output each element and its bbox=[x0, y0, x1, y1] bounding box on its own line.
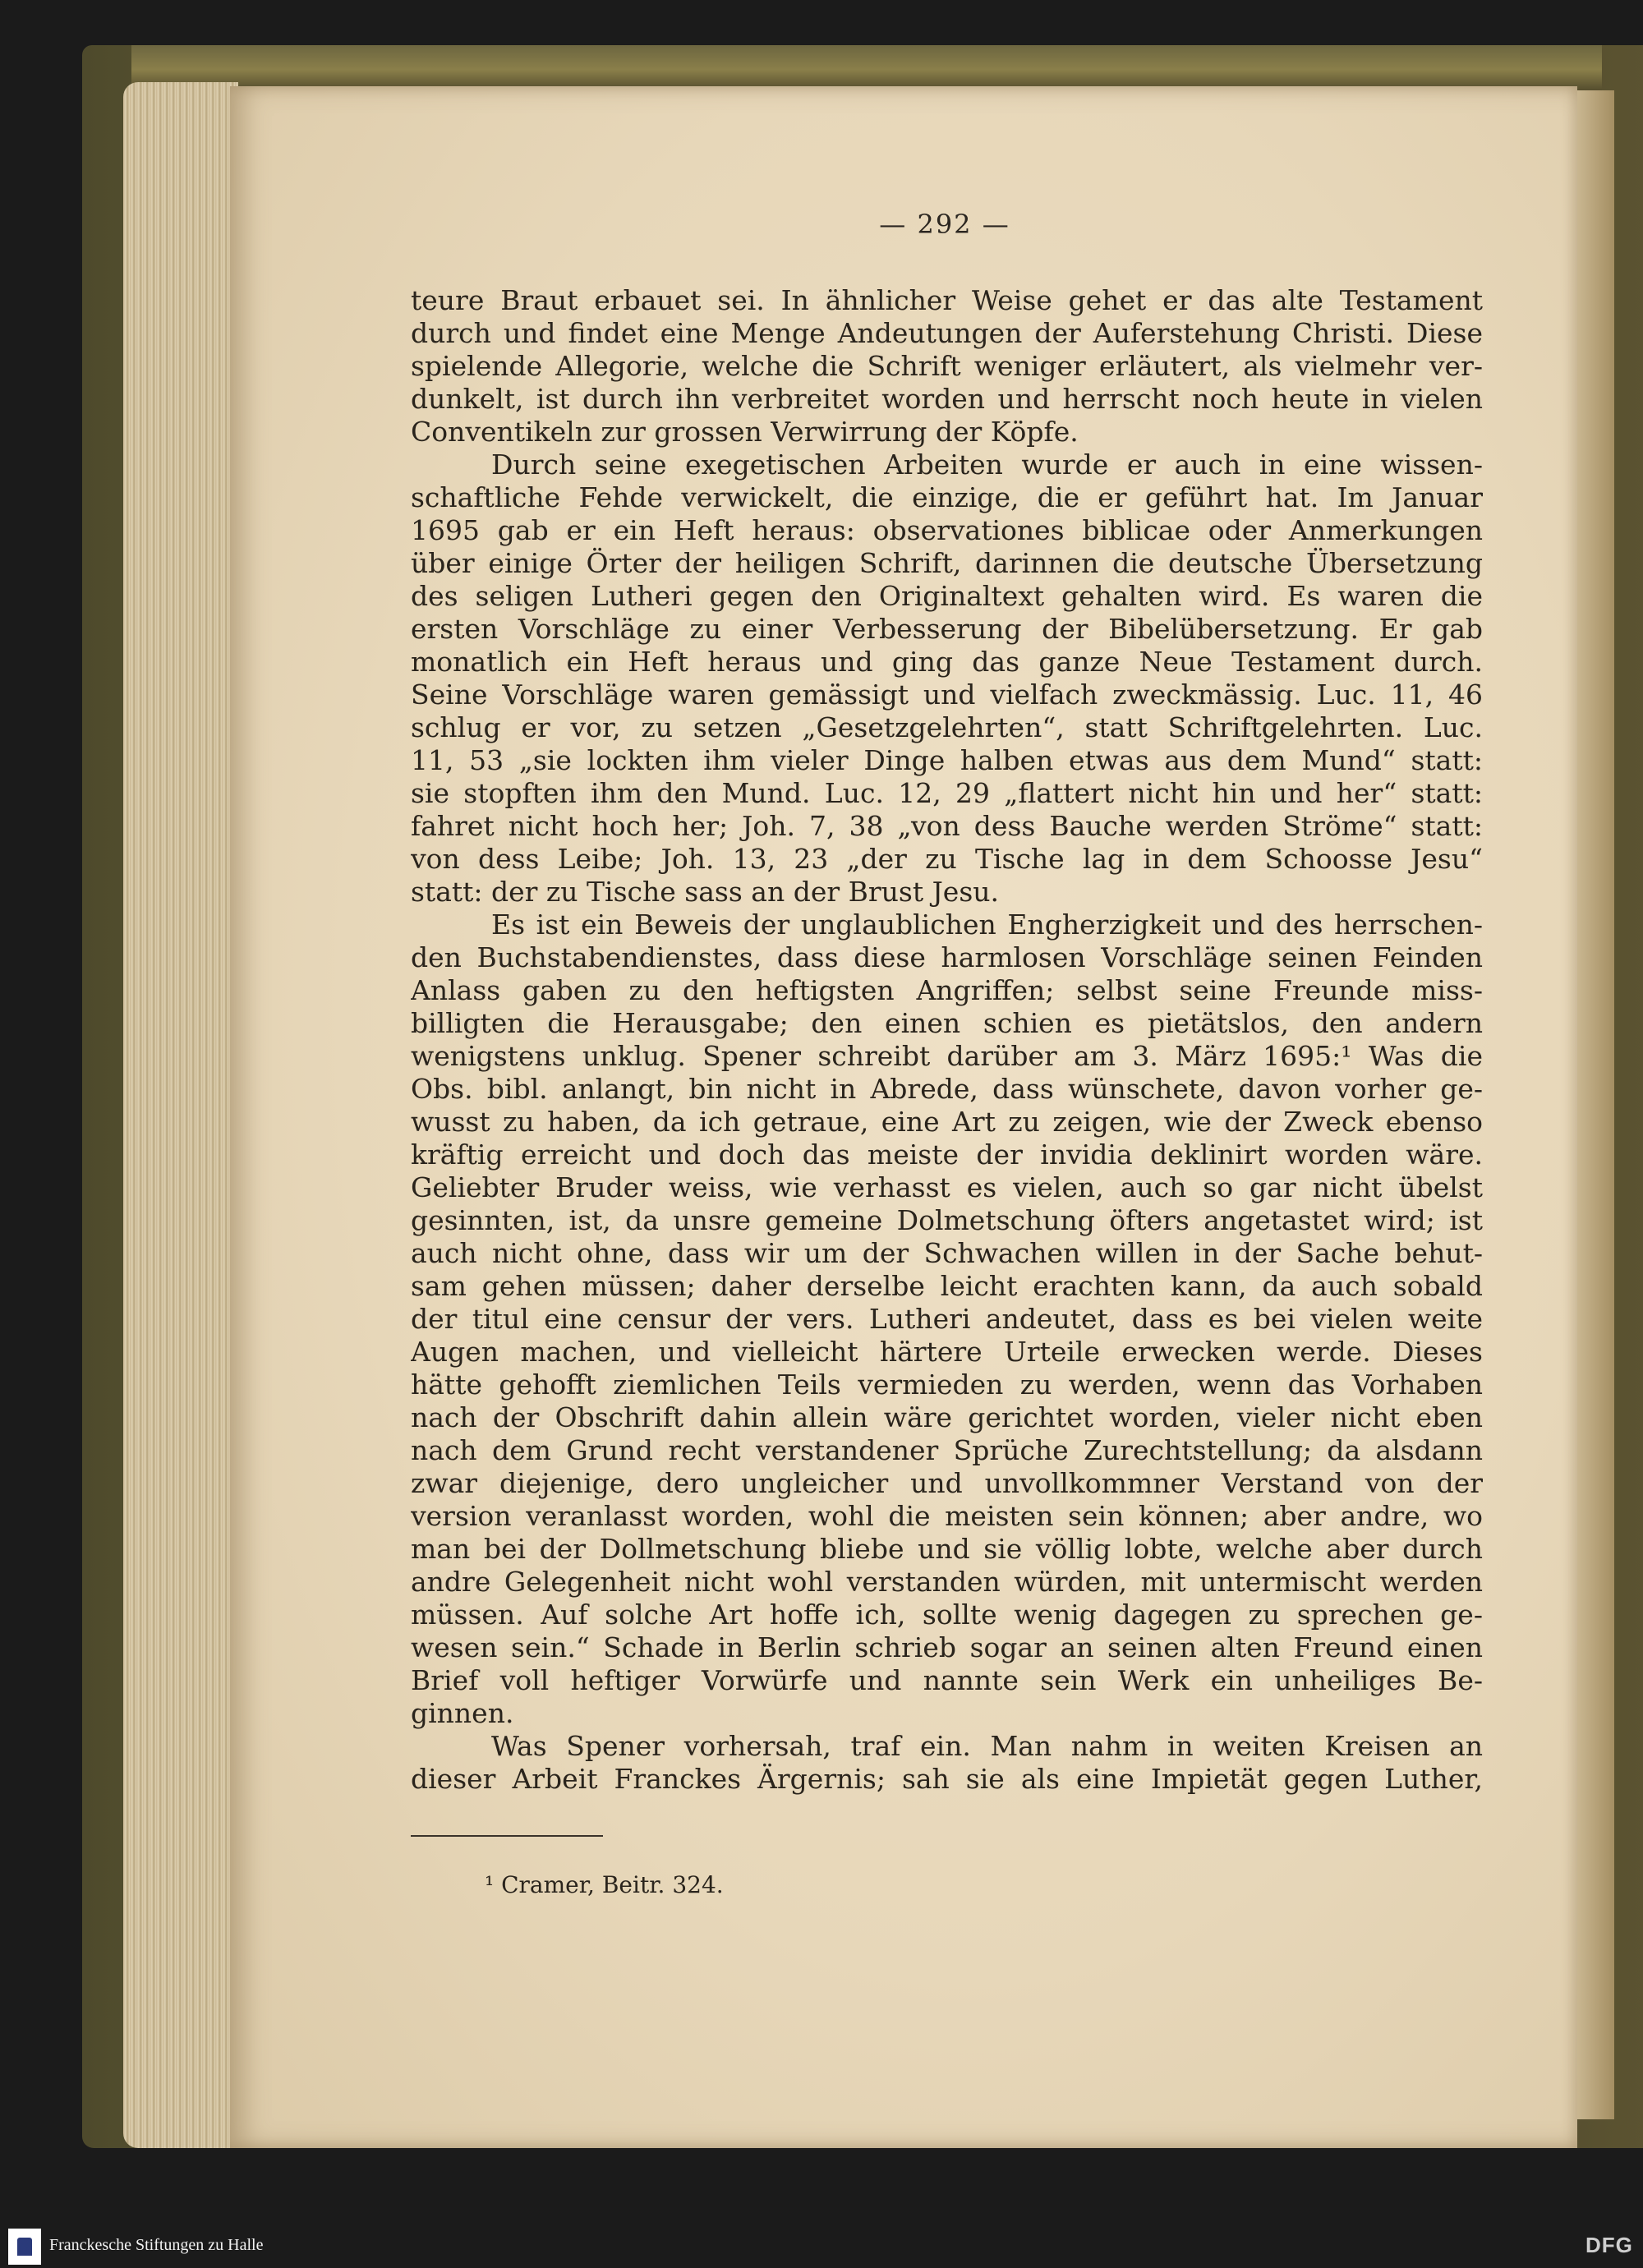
text-line: dunkelt, ist durch ihn verbreitet worden und herrscht noch heute in vielen bbox=[411, 383, 1483, 415]
text-line: billigten die Herausgabe; den einen schien es pietätslos, den andern bbox=[411, 1007, 1483, 1039]
text-line: sie stopften ihm den Mund. Luc. 12, 29 „flattert nicht hin und her“ statt: bbox=[411, 777, 1483, 809]
text-line: monatlich ein Heft heraus und ging das ganze Neue Testament durch. bbox=[411, 646, 1483, 678]
text-line: der titul eine censur der vers. Lutheri andeutet, dass es bei vielen weite bbox=[411, 1303, 1483, 1335]
body-text bbox=[411, 284, 1483, 1796]
text-line: auch nicht ohne, dass wir um der Schwachen willen in der Sache behut- bbox=[411, 1237, 1483, 1269]
text-line: 11, 53 „sie lockten ihm vieler Dinge halben etwas aus dem Mund“ statt: bbox=[411, 744, 1483, 776]
footnote: ¹ Cramer, Beitr. 324. bbox=[485, 1871, 724, 1898]
text-line: Anlass gaben zu den heftigsten Angriffen; selbst seine Freunde miss- bbox=[411, 974, 1483, 1006]
text-line: schaftliche Fehde verwickelt, die einzige, die er geführt hat. Im Januar bbox=[411, 481, 1483, 513]
text-line: wesen sein.“ Schade in Berlin schrieb sogar an seinen alten Freund einen bbox=[411, 1631, 1483, 1663]
text-line: Brief voll heftiger Vorwürfe und nannte sein Werk ein unheiliges Be- bbox=[411, 1664, 1483, 1696]
text-line: sam gehen müssen; daher derselbe leicht erachten kann, da auch sobald bbox=[411, 1270, 1483, 1302]
text-line: teure Braut erbauet sei. In ähnlicher Weise gehet er das alte Testament bbox=[411, 284, 1483, 316]
text-line: dieser Arbeit Franckes Ärgernis; sah sie als eine Impietät gegen Luther, bbox=[411, 1763, 1483, 1795]
text-line: müssen. Auf solche Art hoffe ich, sollte wenig dagegen zu sprechen ge- bbox=[411, 1599, 1483, 1631]
text-line: statt: der zu Tische sass an der Brust Jesu. bbox=[411, 876, 1000, 908]
text-line: Seine Vorschläge waren gemässigt und vielfach zweckmässig. Luc. 11, 46 bbox=[411, 679, 1483, 711]
text-line: hätte gehofft ziemlichen Teils vermieden zu werden, wenn das Vorhaben bbox=[411, 1369, 1483, 1401]
text-line: Obs. bibl. anlangt, bin nicht in Abrede, dass wünschete, davon vorher ge- bbox=[411, 1073, 1483, 1105]
text-line: durch und findet eine Menge Andeutungen der Auferstehung Christi. Diese bbox=[411, 317, 1483, 349]
text-line: wenigstens unklug. Spener schreibt darüber am 3. März 1695:¹ Was die bbox=[411, 1040, 1483, 1072]
page-number: — 292 — bbox=[879, 209, 1010, 240]
text-line: des seligen Lutheri gegen den Originaltext gehalten wird. Es waren die bbox=[411, 580, 1483, 612]
text-line: Geliebter Bruder weiss, wie verhasst es vielen, auch so gar nicht übelst bbox=[411, 1171, 1483, 1203]
text-line: Conventikeln zur grossen Verwirrung der Köpfe. bbox=[411, 416, 1079, 448]
institution-label[interactable]: Franckesche Stiftungen zu Halle bbox=[49, 2236, 264, 2254]
footnote-rule bbox=[411, 1835, 603, 1837]
text-line: Es ist ein Beweis der unglaublichen Engherzigkeit und des herrschen- bbox=[491, 909, 1483, 941]
francke-foundations-logo-icon[interactable] bbox=[8, 2229, 41, 2265]
text-line: spielende Allegorie, welche die Schrift weniger erläutert, als vielmehr ver- bbox=[411, 350, 1483, 382]
logo-mark bbox=[17, 2238, 32, 2256]
text-line: man bei der Dollmetschung bliebe und sie völlig lobte, welche aber durch bbox=[411, 1533, 1483, 1565]
text-line: wusst zu haben, da ich getraue, eine Art zu zeigen, wie der Zweck ebenso bbox=[411, 1106, 1483, 1138]
text-line: fahret nicht hoch her; Joh. 7, 38 „von dess Bauche werden Ströme“ statt: bbox=[411, 810, 1483, 842]
text-line: nach der Obschrift dahin allein wäre gerichtet worden, vieler nicht eben bbox=[411, 1401, 1483, 1433]
text-line: 1695 gab er ein Heft heraus: observationes biblicae oder Anmerkungen bbox=[411, 514, 1483, 546]
text-line: über einige Örter der heiligen Schrift, darinnen die deutsche Übersetzung bbox=[411, 547, 1483, 579]
text-line: von dess Leibe; Joh. 13, 23 „der zu Tische lag in dem Schoosse Jesu“ bbox=[411, 843, 1483, 875]
text-line: den Buchstabendienstes, dass diese harmlosen Vorschläge seinen Feinden bbox=[411, 941, 1483, 973]
text-line: ersten Vorschläge zu einer Verbesserung der Bibelübersetzung. Er gab bbox=[411, 613, 1483, 645]
text-line: Durch seine exegetischen Arbeiten wurde er auch in eine wissen- bbox=[491, 449, 1483, 481]
text-line: schlug er vor, zu setzen „Gesetzgelehrten“, statt Schriftgelehrten. Luc. bbox=[411, 711, 1483, 743]
text-line: kräftig erreicht und doch das meiste der invidia deklinirt worden wäre. bbox=[411, 1139, 1483, 1171]
text-line: Augen machen, und vielleicht härtere Urteile erwecken werde. Dieses bbox=[411, 1336, 1483, 1368]
text-line: andre Gelegenheit nicht wohl verstanden würden, mit untermischt werden bbox=[411, 1566, 1483, 1598]
text-line: gesinnten, ist, da unsre gemeine Dolmetschung öfters angetastet wird; ist bbox=[411, 1204, 1483, 1236]
text-line: Was Spener vorhersah, traf ein. Man nahm in weiten Kreisen an bbox=[491, 1730, 1483, 1762]
text-line: zwar diejenige, dero ungleicher und unvollkommner Verstand von der bbox=[411, 1467, 1483, 1499]
text-line: version veranlasst worden, wohl die meisten sein können; aber andre, wo bbox=[411, 1500, 1483, 1532]
text-line: nach dem Grund recht verstandener Sprüche Zurechtstellung; da alsdann bbox=[411, 1434, 1483, 1466]
page-right-edge bbox=[1573, 90, 1614, 2119]
text-line: ginnen. bbox=[411, 1697, 514, 1729]
dfg-badge[interactable]: DFG bbox=[1585, 2233, 1633, 2257]
page-edges bbox=[123, 82, 238, 2148]
